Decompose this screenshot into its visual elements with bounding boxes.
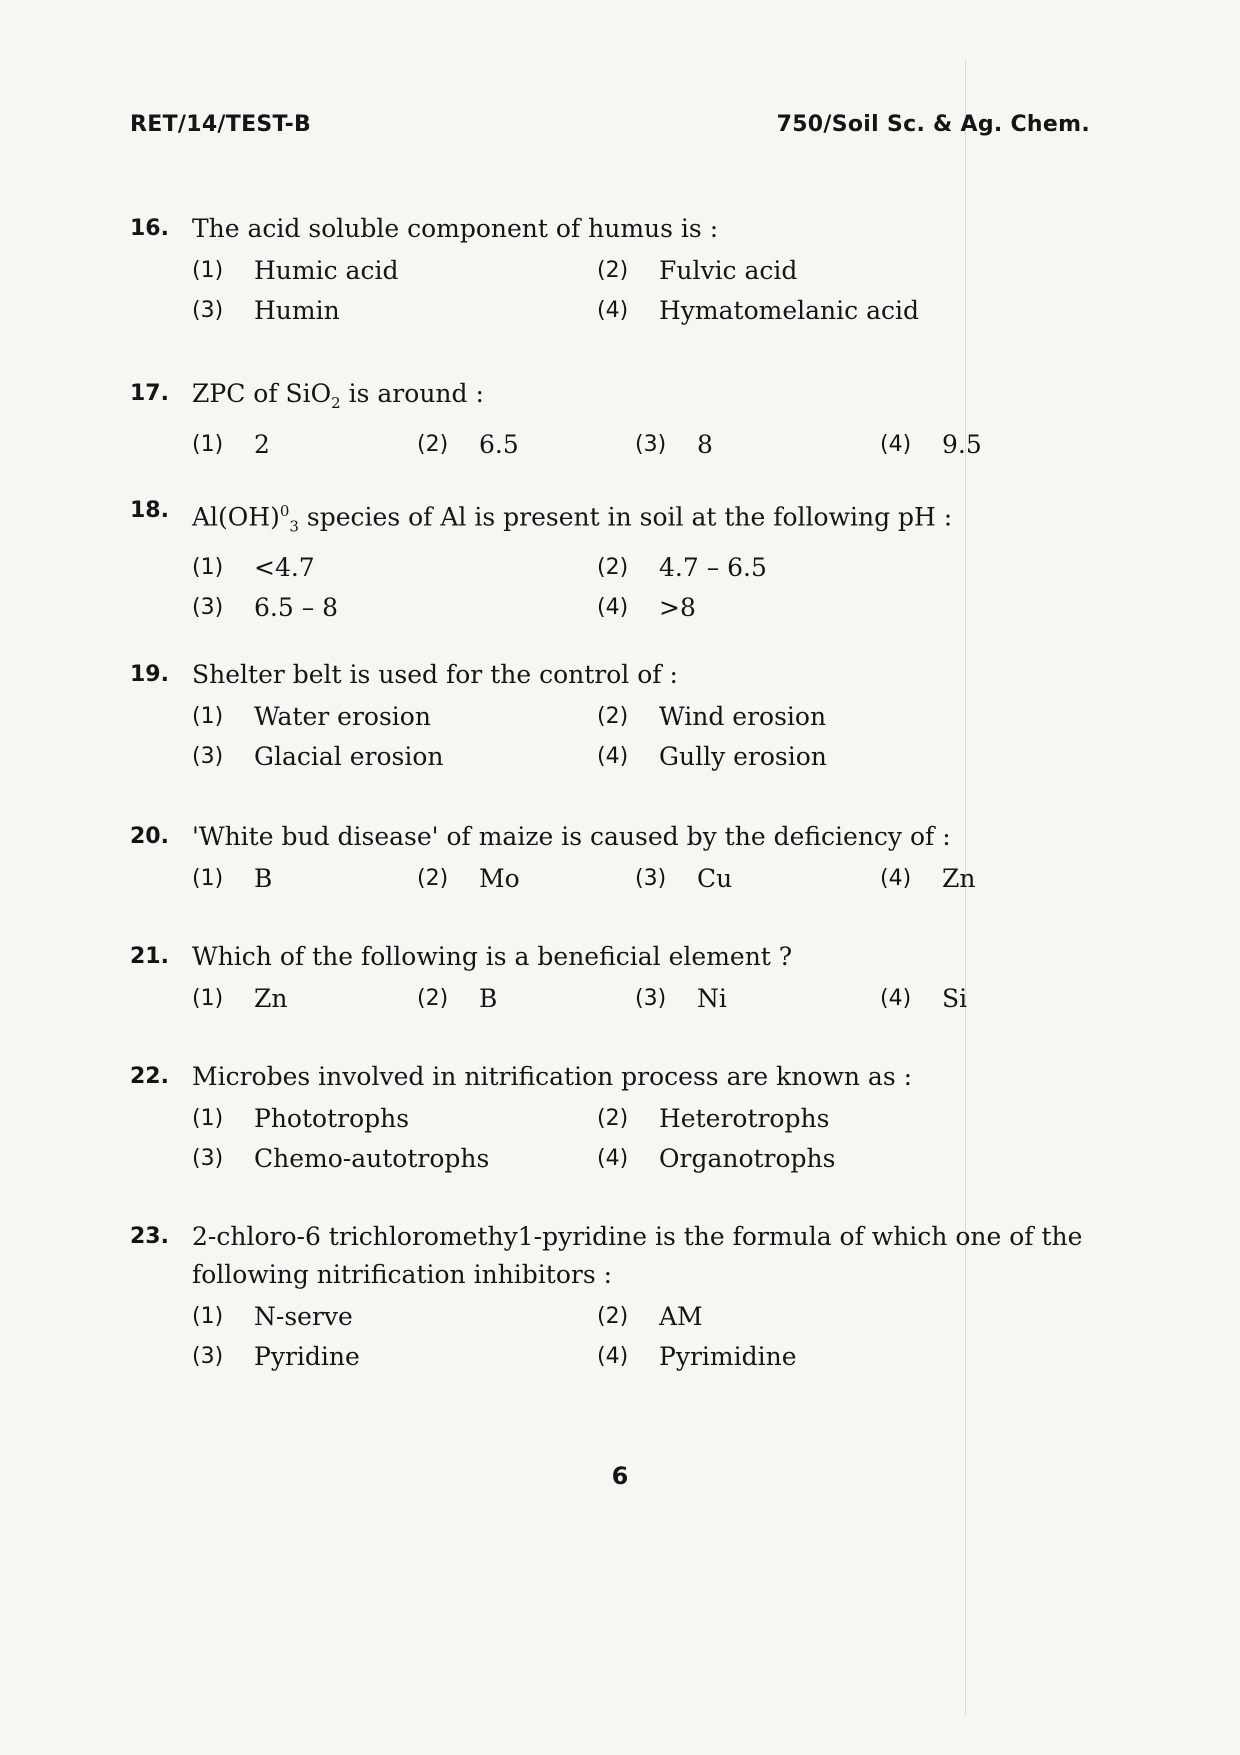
option-4: (4) Gully erosion xyxy=(597,742,827,771)
option-2: (2) Heterotrophs xyxy=(597,1104,830,1133)
question-text: Shelter belt is used for the control of : xyxy=(192,660,678,689)
question-number: 22. xyxy=(130,1064,169,1089)
question-22 xyxy=(130,1058,1120,1178)
page-number: 6 xyxy=(611,1462,629,1490)
question-16 xyxy=(130,210,1120,330)
option-1: (1) <4.7 xyxy=(192,553,315,583)
question-text: ZPC of SiO$_2$ is around : xyxy=(192,379,484,412)
option-1: (1) N-serve xyxy=(192,1302,353,1331)
question-18 xyxy=(130,492,1120,627)
header-test-code: RET/14/TEST-B xyxy=(130,112,312,137)
option-3: (3) Glacial erosion xyxy=(192,742,444,771)
option-1: (1) B xyxy=(192,864,273,893)
question-21 xyxy=(130,938,1120,1018)
question-text: Which of the following is a beneficial element ? xyxy=(192,942,793,971)
question-number: 21. xyxy=(130,944,169,969)
question-number: 17. xyxy=(130,381,169,406)
option-4: (4) Organotrophs xyxy=(597,1144,836,1173)
option-3: (3) Chemo-autotrophs xyxy=(192,1144,490,1173)
question-text: 'White bud disease' of maize is caused by the deficiency of : xyxy=(192,822,951,851)
option-1: (1) 2 xyxy=(192,430,270,459)
page-header xyxy=(130,112,1090,137)
option-1: (1) Water erosion xyxy=(192,702,431,731)
question-number: 23. xyxy=(130,1224,169,1249)
option-2: (2) Mo xyxy=(417,864,520,893)
question-17 xyxy=(130,375,1120,464)
option-1: (1) Humic acid xyxy=(192,256,399,285)
option-2: (2) AM xyxy=(597,1302,703,1331)
option-2: (2) Fulvic acid xyxy=(597,256,798,285)
option-4: (4) Si xyxy=(880,984,968,1013)
question-19 xyxy=(130,656,1120,776)
question-number: 16. xyxy=(130,216,169,241)
option-3: (3) Ni xyxy=(635,984,727,1013)
option-2: (2) 6.5 xyxy=(417,430,519,459)
question-20 xyxy=(130,818,1120,898)
option-4: (4) 9.5 xyxy=(880,430,982,459)
option-3: (3) Pyridine xyxy=(192,1342,360,1371)
option-1: (1) Zn xyxy=(192,984,288,1013)
question-text: Microbes involved in nitrification process are known as : xyxy=(192,1062,913,1091)
option-4: (4) Hymatomelanic acid xyxy=(597,296,919,325)
option-4: (4) Zn xyxy=(880,864,976,893)
option-3: (3) Cu xyxy=(635,864,733,893)
question-number: 18. xyxy=(130,498,169,523)
question-text: 2-chloro-6 trichloromethy1-pyridine is the formula of which one of the following nitrification inhibitors : xyxy=(192,1222,1083,1289)
option-4: (4) >8 xyxy=(597,593,696,623)
option-2: (2) Wind erosion xyxy=(597,702,827,731)
option-1: (1) Phototrophs xyxy=(192,1104,410,1133)
option-2: (2) 4.7 – 6.5 xyxy=(597,553,767,583)
question-number: 20. xyxy=(130,824,169,849)
option-3: (3) 8 xyxy=(635,430,713,459)
question-text: The acid soluble component of humus is : xyxy=(192,214,719,243)
option-3: (3) Humin xyxy=(192,296,340,325)
option-2: (2) B xyxy=(417,984,498,1013)
question-text: Al(OH)$^0_3$ species of Al is present in soil at the following pH : xyxy=(192,502,953,536)
header-subject: 750/Soil Sc. & Ag. Chem. xyxy=(776,112,1090,137)
option-3: (3) 6.5 – 8 xyxy=(192,593,339,623)
question-23 xyxy=(130,1218,1120,1376)
option-4: (4) Pyrimidine xyxy=(597,1342,797,1371)
question-number: 19. xyxy=(130,662,169,687)
